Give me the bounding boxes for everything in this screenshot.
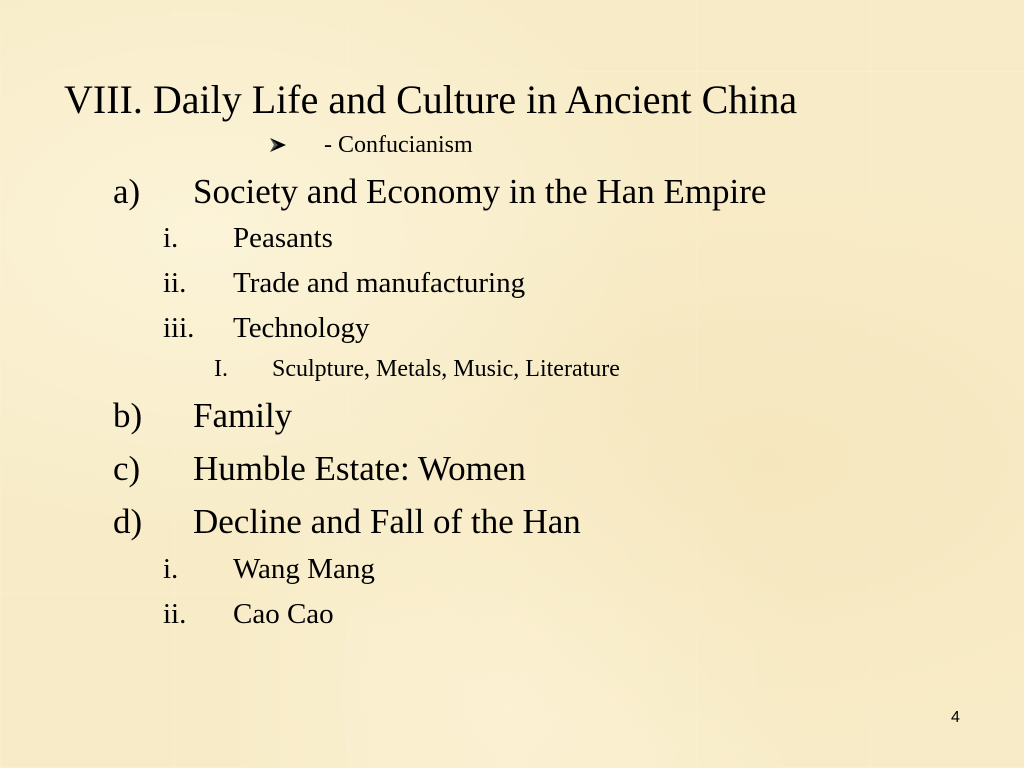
outline-item-family: Family (193, 396, 293, 435)
subtitle-text: - Confucianism (324, 132, 473, 158)
outline-item-sculpture: Sculpture, Metals, Music, Literature (272, 356, 620, 382)
outline-item-society-economy: Society and Economy in the Han Empire (193, 172, 767, 211)
outline-item-women: Humble Estate: Women (193, 449, 526, 488)
outline-item-cao-cao: Cao Cao (233, 598, 334, 630)
outline-marker-a-iii: iii. (163, 312, 195, 344)
outline-marker-b: b) (113, 396, 143, 435)
outline-marker-d-i: i. (163, 553, 179, 585)
outline-marker-d-ii: ii. (163, 598, 187, 630)
outline-marker-a-ii: ii. (163, 267, 187, 299)
outline-item-wang-mang: Wang Mang (233, 553, 375, 585)
page-number: 4 (951, 709, 960, 726)
slide-title: VIII. Daily Life and Culture in Ancient China (64, 77, 798, 122)
outline-marker-a: a) (113, 172, 141, 211)
outline-marker-a-iii-I: I. (214, 356, 228, 382)
arrow-bullet-icon (269, 137, 287, 153)
outline-marker-c: c) (113, 449, 141, 488)
outline-item-trade: Trade and manufacturing (233, 267, 526, 299)
outline-item-peasants: Peasants (233, 222, 333, 254)
outline-item-decline: Decline and Fall of the Han (193, 502, 581, 541)
outline-item-technology: Technology (233, 312, 370, 344)
outline-marker-a-i: i. (163, 222, 179, 254)
outline-marker-d: d) (113, 502, 143, 541)
